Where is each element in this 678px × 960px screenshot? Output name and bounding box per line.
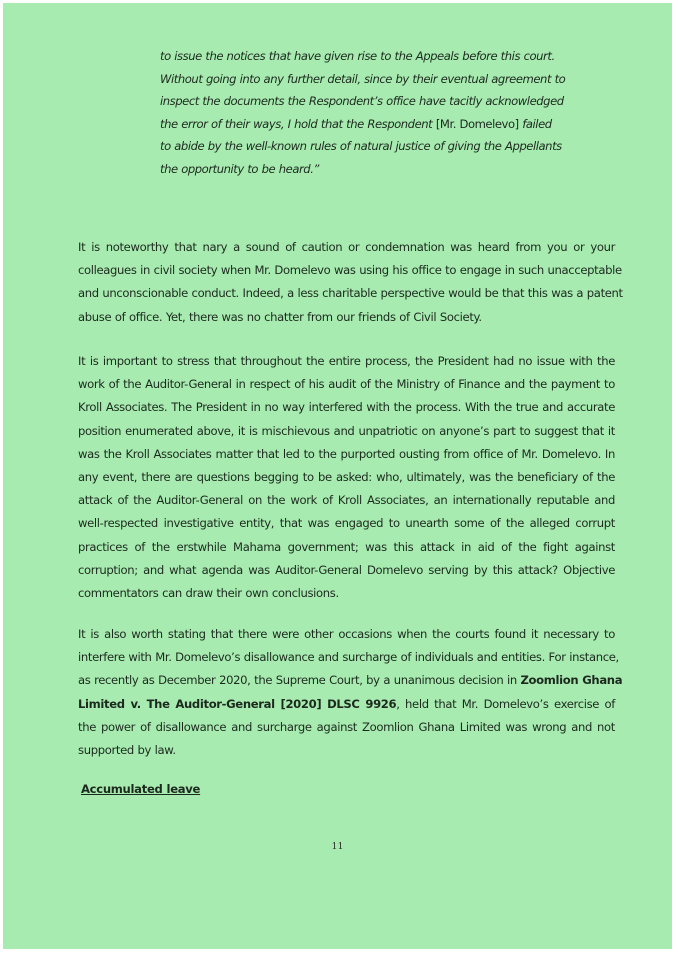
paragraph-line: was the Kroll Associates matter that led to the purported ousting from office of Mr. Domelevo. In [78,446,615,461]
case-citation: Limited v. The Auditor-General [2020] DLSC 9926 [78,696,397,711]
paragraph-line: colleagues in civil society when Mr. Domelevo was using his office to engage in such unacceptable [78,263,622,278]
document-page [3,3,672,949]
paragraph-line: work of the Auditor-General in respect of his audit of the Ministry of Finance and the payment to [78,377,615,392]
paragraph-line: attack of the Auditor-General on the work of Kroll Associates, an internationally reputable and [78,493,615,508]
paragraph-line: well-respected investigative entity, that was engaged to unearth some of the alleged corrupt [78,516,615,531]
quote-line: inspect the documents the Respondent’s office have tacitly acknowledged [160,94,564,109]
paragraph-line-text: , held that Mr. Domelevo’s exercise of [396,696,616,711]
quote-line-text: failed [522,116,552,131]
paragraph-line: position enumerated above, it is mischievous and unpatriotic on anyone’s part to suggest that it [78,423,615,438]
paragraph-line: corruption; and what agenda was Auditor-General Domelevo serving by this attack? Objective [78,562,615,577]
paragraph-line [78,693,615,716]
paragraph-kroll-associates [78,350,615,605]
quote-line: the opportunity to be heard.” [160,161,319,176]
section-heading: Accumulated leave [81,782,201,796]
quote-line: to abide by the well-known rules of natural justice of giving the Appellants [160,139,562,154]
quote-line: Without going into any further detail, since by their eventual agreement to [160,71,566,86]
quote-line [160,113,580,136]
paragraph-line: It is noteworthy that nary a sound of caution or condemnation was heard from you or your [78,240,615,254]
paragraph-line: It is also worth stating that there were other occasions when the courts found it necessary to [78,627,615,641]
paragraph-civil-society [78,236,623,329]
paragraph-line: any event, there are questions begging to be asked: who, ultimately, was the beneficiary of the [78,470,615,485]
paragraph-line: Kroll Associates. The President in no way interfered with the process. With the true and accurate [78,400,615,415]
paragraph-line: interfere with Mr. Domelevo’s disallowance and surcharge of individuals and entities. For instance, [78,650,619,665]
paragraph-line: abuse of office. Yet, there was no chatter from our friends of Civil Society. [78,309,482,324]
quote-line-text: the error of their ways, I hold that the Respondent [160,116,433,131]
paragraph-line: the power of disallowance and surcharge against Zoomlion Ghana Limited was wrong and not [78,719,615,734]
quote-line: to issue the notices that have given rise to the Appeals before this court. [160,49,555,63]
paragraph-line: commentators can draw their own conclusions. [78,586,339,601]
paragraph-line: and unconscionable conduct. Indeed, a less charitable perspective would be that this was a patent [78,286,623,301]
block-quote [160,45,580,181]
paragraph-line: It is important to stress that throughout the entire process, the President had no issue with the [78,354,615,368]
paragraph-line: supported by law. [78,743,176,758]
page-number: 11 [331,841,344,852]
quote-insert: [Mr. Domelevo] [435,116,519,131]
paragraph-line-text: as recently as December 2020, the Supreme Court, by a unanimous decision in [78,673,517,688]
paragraph-line [78,669,623,692]
paragraph-zoomlion-case [78,623,623,762]
paragraph-line: practices of the erstwhile Mahama government; was this attack in aid of the fight against [78,539,615,554]
case-citation: Zoomlion Ghana [520,673,623,688]
